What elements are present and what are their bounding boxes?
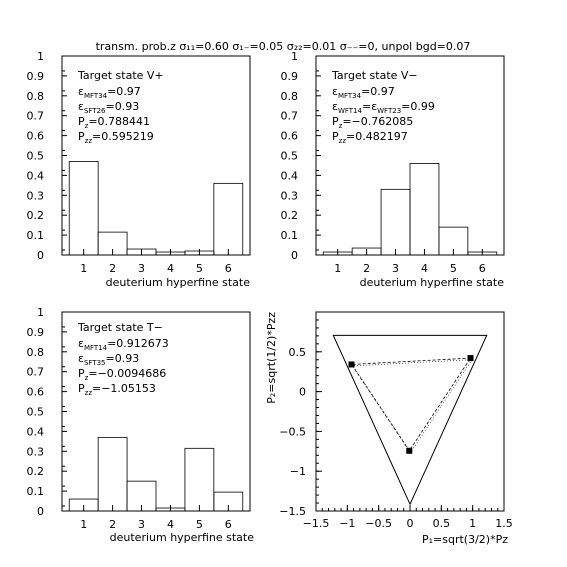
x-tick-label: 4 (166, 262, 174, 275)
bar (69, 161, 98, 255)
x-tick-label: 2 (363, 262, 371, 275)
y-tick-label: 0.7 (26, 365, 44, 379)
annotation-box (331, 69, 435, 145)
physical-boundary-triangle (333, 335, 486, 504)
x-tick-label: 1 (334, 262, 342, 275)
y-tick-label: 0.5 (26, 405, 44, 419)
eps-line-1: $\varepsilon_{MFT14}=0.912673$ (78, 337, 169, 352)
bar (381, 189, 410, 255)
y-tick-label: 0 (291, 249, 298, 262)
plot-frame (316, 312, 504, 511)
annotation-box (77, 69, 164, 145)
y-tick-label: 0 (299, 385, 306, 399)
x-axis-label: deuterium hyperfine state (359, 276, 504, 289)
x-axis-label: P₁=sqrt(3/2)*Pz (421, 533, 508, 546)
panel-target-tminus (27, 306, 255, 544)
x-tick-label: 1.5 (495, 517, 513, 530)
bar (214, 183, 243, 255)
x-tick-label: 0.5 (432, 517, 451, 530)
y-tick-label: −1.5 (279, 505, 306, 518)
x-tick-label: 2 (109, 262, 117, 275)
bar (185, 448, 214, 511)
x-tick-label: −1.5 (302, 517, 330, 530)
x-tick-label: 3 (392, 262, 400, 275)
x-tick-label: −0.5 (365, 517, 393, 530)
y-tick-label: 0.5 (280, 149, 298, 163)
x-axis (303, 505, 513, 530)
pzz-line: $P_{zz}=0.482197$ (332, 130, 408, 145)
x-tick-label: 5 (195, 518, 203, 531)
y-tick-label: 0.5 (288, 345, 306, 359)
y-tick-label: 0 (37, 249, 44, 262)
x-axis-label: deuterium hyperfine state (109, 531, 254, 544)
x-tick-label: 3 (138, 518, 146, 531)
pzz-line: $P_{zz}=-1.05153$ (78, 382, 156, 397)
y-axis (27, 306, 68, 518)
y-tick-label: 0.9 (26, 325, 44, 339)
y-tick-label: 0.1 (280, 229, 298, 243)
data-point (468, 355, 474, 361)
data-point (349, 361, 355, 367)
y-tick-label: 0.6 (280, 129, 298, 143)
x-tick-label: 5 (449, 262, 457, 275)
y-tick-label: 0.5 (26, 149, 44, 163)
y-tick-label: 0.7 (26, 109, 44, 123)
bar (410, 163, 439, 255)
y-tick-label: 0.3 (280, 189, 298, 203)
y-tick-label: 0.1 (26, 485, 44, 499)
x-tick-label: 6 (224, 518, 232, 531)
x-tick-label: 3 (138, 262, 146, 275)
pz-line: $P_z=-0.762085$ (332, 115, 414, 130)
y-tick-label: 0 (37, 505, 44, 518)
y-tick-label: 0.1 (26, 229, 44, 243)
data-point (406, 448, 412, 454)
panel-target-vminus (281, 50, 505, 289)
target-state-label: Target state T− (78, 321, 163, 334)
y-tick-label: 1 (37, 306, 44, 319)
y-tick-label: 0.4 (26, 425, 44, 439)
bars (69, 437, 243, 511)
y-tick-label: 0.3 (26, 445, 44, 459)
x-tick-label: 1 (80, 518, 88, 531)
y-tick-label: 0.6 (26, 385, 44, 399)
y-tick-label: 0.3 (26, 189, 44, 203)
y-tick-label: 0.6 (26, 129, 44, 143)
eps-line-2: $\varepsilon_{SFT26}=0.93$ (78, 100, 140, 115)
x-tick-label: 4 (420, 262, 428, 275)
eps-line-1: $\varepsilon_{MFT34}=0.97$ (78, 85, 141, 100)
eps-line-1: $\varepsilon_{MFT34}=0.97$ (332, 85, 395, 100)
panel-polarization-triangle (265, 312, 513, 546)
bars (323, 163, 497, 255)
y-tick-label: 0.2 (26, 465, 44, 479)
figure-title: transm. prob.z σ₁₁=0.60 σ₁₋=0.05 σ₂₂=0.01 σ₋₋=0, unpol bgd=0.07 (95, 40, 471, 53)
target-state-label: Target state V+ (78, 69, 164, 82)
pzz-line: $P_{zz}=0.595219$ (78, 130, 154, 145)
bar (98, 437, 127, 511)
y-axis (27, 50, 68, 262)
y-tick-label: 0.8 (26, 345, 44, 359)
x-tick-label: −1 (339, 517, 356, 530)
x-tick-label: 2 (109, 518, 117, 531)
eps-line-2: $\varepsilon_{SFT35}=0.93$ (78, 352, 140, 367)
x-tick-label: 5 (195, 262, 203, 275)
y-tick-label: 1 (37, 50, 44, 63)
x-tick-label: 1 (80, 262, 88, 275)
y-tick-label: −0.5 (279, 425, 306, 439)
y-tick-label: 0.2 (280, 209, 298, 223)
plot-frame (62, 56, 250, 255)
y-tick-label: 0.8 (280, 89, 298, 103)
y-tick-label: 0.2 (26, 209, 44, 223)
x-tick-label: 1 (469, 517, 477, 530)
y-tick-label: 0.9 (280, 69, 298, 83)
y-tick-label: 0.8 (26, 89, 44, 103)
target-state-label: Target state V− (332, 69, 418, 82)
target-state-triangle (352, 358, 471, 451)
plot-content (333, 335, 486, 504)
x-tick-label: 4 (166, 518, 174, 531)
y-axis (281, 50, 322, 262)
y-tick-label: 0.4 (26, 169, 44, 183)
eps-line-2: $\varepsilon_{WFT14}=\varepsilon_{WFT23}=0.99$ (332, 100, 435, 115)
annotation-box (77, 321, 169, 397)
y-tick-label: 0.9 (26, 69, 44, 83)
x-tick-label: 6 (478, 262, 486, 275)
bars (69, 161, 243, 255)
x-tick-label: 0 (406, 517, 414, 530)
y-tick-label: 1 (291, 50, 298, 63)
y-tick-label: 0.7 (280, 109, 298, 123)
pz-line: $P_z=-0.0094686$ (78, 367, 167, 382)
y-tick-label: −1 (289, 465, 306, 479)
y-axis-label: P₂=sqrt(1/2)*Pzz (265, 312, 278, 404)
x-axis-label: deuterium hyperfine state (105, 276, 250, 289)
panel-target-vplus (27, 50, 251, 289)
pz-line: $P_z=0.788441$ (78, 115, 151, 130)
x-tick-label: 6 (224, 262, 232, 275)
y-tick-label: 0.4 (280, 169, 298, 183)
